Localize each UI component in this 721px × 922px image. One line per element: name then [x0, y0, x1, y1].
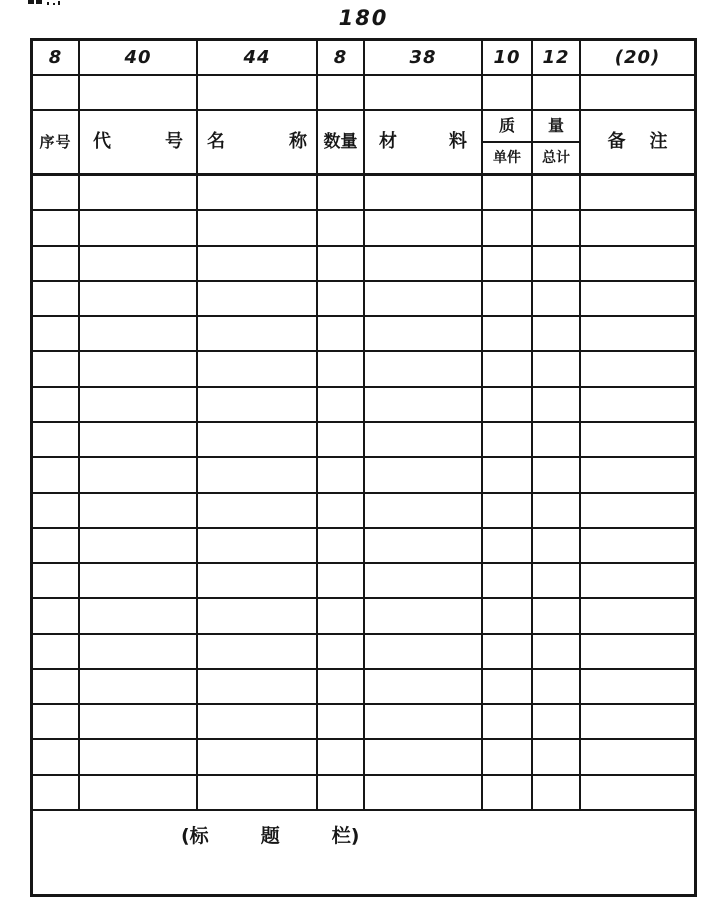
empty-cell: [483, 564, 533, 597]
empty-cell: [365, 247, 483, 280]
cropped-text-fragment: [53, 3, 55, 5]
dimension-label: 8: [318, 41, 365, 74]
empty-cell: [198, 670, 318, 703]
empty-cell: [318, 282, 365, 315]
empty-cell: [318, 529, 365, 562]
table-row: [33, 458, 694, 493]
empty-cell: [198, 564, 318, 597]
header-per-unit-label: 单件: [493, 150, 521, 166]
table-row: [33, 599, 694, 634]
bom-table: [30, 38, 697, 897]
empty-cell: [318, 705, 365, 738]
empty-cell: [80, 494, 198, 527]
header-remarks: [581, 111, 694, 173]
empty-cell: [533, 564, 581, 597]
empty-cell: [80, 599, 198, 632]
empty-cell: [318, 352, 365, 385]
empty-cell: [33, 176, 80, 209]
cropped-text-fragment: [47, 2, 49, 5]
empty-cell: [365, 317, 483, 350]
empty-cell: [533, 740, 581, 773]
table-row: [33, 740, 694, 775]
empty-cell: [533, 635, 581, 668]
empty-cell: [533, 282, 581, 315]
header-code-label: 代: [93, 131, 111, 152]
empty-cell: [33, 599, 80, 632]
empty-cell: [365, 494, 483, 527]
empty-cell: [533, 599, 581, 632]
empty-cell: [198, 282, 318, 315]
empty-cell: [533, 705, 581, 738]
empty-cell: [533, 670, 581, 703]
header-mass-right-label: 量: [547, 116, 564, 135]
empty-cell: [483, 705, 533, 738]
empty-cell: [365, 176, 483, 209]
table-row: [33, 564, 694, 599]
empty-cell: [483, 740, 533, 773]
empty-cell: [198, 635, 318, 668]
empty-cell: [33, 247, 80, 280]
empty-cell: [533, 494, 581, 527]
empty-cell: [483, 352, 533, 385]
table-row: [33, 423, 694, 458]
empty-cell: [80, 705, 198, 738]
empty-cell: [80, 282, 198, 315]
empty-cell: [318, 776, 365, 809]
empty-cell: [80, 458, 198, 491]
empty-cell: [318, 176, 365, 209]
table-row: [33, 282, 694, 317]
empty-cell: [80, 176, 198, 209]
empty-cell: [483, 494, 533, 527]
empty-cell: [33, 352, 80, 385]
empty-cell: [483, 211, 533, 244]
empty-cell: [483, 458, 533, 491]
empty-cell: [318, 740, 365, 773]
empty-cell: [581, 599, 694, 632]
header-name-label: 名: [207, 131, 225, 152]
empty-cell: [365, 211, 483, 244]
empty-cell: [80, 388, 198, 421]
header-mass-total-column: [533, 111, 581, 173]
empty-cell: [365, 670, 483, 703]
empty-cell: [483, 423, 533, 456]
empty-cell: [198, 176, 318, 209]
header-remarks-label: 备: [607, 131, 626, 152]
empty-cell: [33, 423, 80, 456]
empty-cell: [198, 317, 318, 350]
table-row: [33, 176, 694, 211]
empty-cell: [33, 635, 80, 668]
table-row: [33, 529, 694, 564]
empty-cell: [80, 564, 198, 597]
empty-cell: [365, 776, 483, 809]
empty-cell: [365, 529, 483, 562]
cropped-text-fragment: [58, 1, 60, 5]
empty-cell: [365, 740, 483, 773]
table-row: [33, 211, 694, 246]
empty-cell: [33, 317, 80, 350]
table-row: [33, 352, 694, 387]
empty-cell: [33, 76, 80, 109]
empty-cell: [80, 635, 198, 668]
empty-cell: [198, 599, 318, 632]
table-row: [33, 388, 694, 423]
empty-cell: [581, 670, 694, 703]
empty-cell: [581, 247, 694, 280]
empty-cell: [483, 176, 533, 209]
empty-cell: [483, 388, 533, 421]
empty-cell: [80, 423, 198, 456]
empty-cell: [198, 211, 318, 244]
empty-cell: [533, 529, 581, 562]
empty-cell: [318, 423, 365, 456]
cropped-text-fragment: [36, 0, 42, 4]
empty-cell: [33, 282, 80, 315]
dimension-label: 12: [533, 41, 581, 74]
empty-cell: [483, 776, 533, 809]
empty-cell: [80, 670, 198, 703]
empty-row: [33, 76, 694, 111]
table-row: [33, 705, 694, 740]
empty-cell: [198, 705, 318, 738]
empty-cell: [80, 740, 198, 773]
empty-cell: [80, 352, 198, 385]
table-row: [33, 247, 694, 282]
empty-cell: [533, 176, 581, 209]
title-block-label: 题: [260, 825, 280, 847]
header-mass-per-unit-column: [483, 111, 533, 173]
header-material-label: 材: [379, 131, 397, 152]
empty-cell: [80, 529, 198, 562]
empty-cell: [483, 635, 533, 668]
empty-cell: [581, 458, 694, 491]
empty-cell: [483, 76, 533, 109]
empty-cell: [33, 494, 80, 527]
empty-cell: [33, 211, 80, 244]
table-row: [33, 776, 694, 811]
empty-cell: [533, 388, 581, 421]
empty-cell: [533, 211, 581, 244]
empty-cell: [581, 317, 694, 350]
empty-cell: [533, 776, 581, 809]
empty-cell: [318, 635, 365, 668]
empty-cell: [318, 494, 365, 527]
header-name: [198, 111, 318, 173]
empty-cell: [533, 317, 581, 350]
empty-cell: [581, 388, 694, 421]
empty-cell: [365, 282, 483, 315]
dimension-label: 10: [483, 41, 533, 74]
empty-cell: [33, 564, 80, 597]
dimension-row: [33, 41, 694, 76]
empty-cell: [581, 776, 694, 809]
empty-cell: [581, 494, 694, 527]
empty-cell: [198, 247, 318, 280]
header-code-label: 号: [165, 131, 183, 152]
empty-cell: [33, 740, 80, 773]
empty-cell: [483, 247, 533, 280]
empty-cell: [365, 635, 483, 668]
empty-cell: [581, 176, 694, 209]
empty-cell: [581, 564, 694, 597]
empty-cell: [483, 599, 533, 632]
empty-cell: [581, 352, 694, 385]
empty-cell: [198, 494, 318, 527]
empty-cell: [365, 564, 483, 597]
empty-cell: [318, 76, 365, 109]
empty-cell: [80, 247, 198, 280]
empty-cell: [365, 76, 483, 109]
empty-cell: [33, 458, 80, 491]
empty-cell: [533, 352, 581, 385]
empty-cell: [198, 529, 318, 562]
dimension-label: 40: [80, 41, 198, 74]
empty-cell: [33, 388, 80, 421]
empty-cell: [318, 247, 365, 280]
header-material-label: 料: [449, 131, 467, 152]
empty-cell: [533, 247, 581, 280]
header-row: [33, 111, 694, 176]
empty-cell: [365, 458, 483, 491]
empty-cell: [581, 740, 694, 773]
empty-cell: [318, 564, 365, 597]
empty-cell: [533, 423, 581, 456]
dimension-label: 8: [33, 41, 80, 74]
dimension-label: 44: [198, 41, 318, 74]
empty-cell: [483, 529, 533, 562]
table-row: [33, 494, 694, 529]
empty-cell: [581, 76, 694, 109]
empty-cell: [80, 776, 198, 809]
empty-cell: [198, 776, 318, 809]
empty-cell: [198, 423, 318, 456]
title-block-row: [33, 811, 694, 894]
empty-cell: [365, 423, 483, 456]
cropped-text-fragment: [28, 0, 34, 4]
empty-cell: [483, 282, 533, 315]
empty-cell: [198, 458, 318, 491]
empty-cell: [80, 317, 198, 350]
empty-cell: [33, 776, 80, 809]
empty-cell: [33, 529, 80, 562]
empty-cell: [318, 211, 365, 244]
empty-cell: [533, 458, 581, 491]
table-row: [33, 635, 694, 670]
empty-cell: [80, 211, 198, 244]
empty-cell: [318, 317, 365, 350]
header-quantity-label: 数量: [323, 131, 358, 152]
empty-cell: [581, 423, 694, 456]
header-code: [80, 111, 198, 173]
header-name-label: 称: [289, 131, 307, 152]
header-serial-no-label: 序号: [39, 132, 72, 151]
empty-cell: [80, 76, 198, 109]
empty-cell: [318, 458, 365, 491]
data-rows: [33, 176, 694, 811]
header-total: [533, 143, 579, 173]
title-block-label: (标: [181, 825, 209, 847]
empty-cell: [365, 352, 483, 385]
header-remarks-label: 注: [649, 131, 668, 152]
header-mass-left: [483, 111, 531, 143]
empty-cell: [33, 670, 80, 703]
empty-cell: [365, 705, 483, 738]
empty-cell: [581, 529, 694, 562]
empty-cell: [581, 705, 694, 738]
empty-cell: [198, 740, 318, 773]
empty-cell: [483, 317, 533, 350]
table-row: [33, 670, 694, 705]
header-per-unit: [483, 143, 531, 173]
empty-cell: [33, 705, 80, 738]
empty-cell: [318, 599, 365, 632]
empty-cell: [365, 388, 483, 421]
empty-cell: [198, 352, 318, 385]
dimension-label: 38: [365, 41, 483, 74]
dimension-label: (20): [614, 46, 661, 68]
empty-cell: [318, 670, 365, 703]
header-total-label: 总计: [542, 150, 570, 166]
header-mass-right: [533, 111, 579, 143]
header-serial-no: [33, 111, 80, 173]
header-quantity: [318, 111, 365, 173]
title-block-label: 栏): [331, 825, 360, 847]
empty-cell: [198, 388, 318, 421]
empty-cell: [198, 76, 318, 109]
empty-cell: [581, 211, 694, 244]
empty-cell: [533, 76, 581, 109]
empty-cell: [581, 635, 694, 668]
empty-cell: [318, 388, 365, 421]
header-mass-left-label: 质: [498, 116, 515, 135]
empty-cell: [483, 670, 533, 703]
empty-cell: [365, 599, 483, 632]
header-material: [365, 111, 483, 173]
total-width-dimension-label: 180: [338, 6, 389, 30]
table-row: [33, 317, 694, 352]
empty-cell: [581, 282, 694, 315]
